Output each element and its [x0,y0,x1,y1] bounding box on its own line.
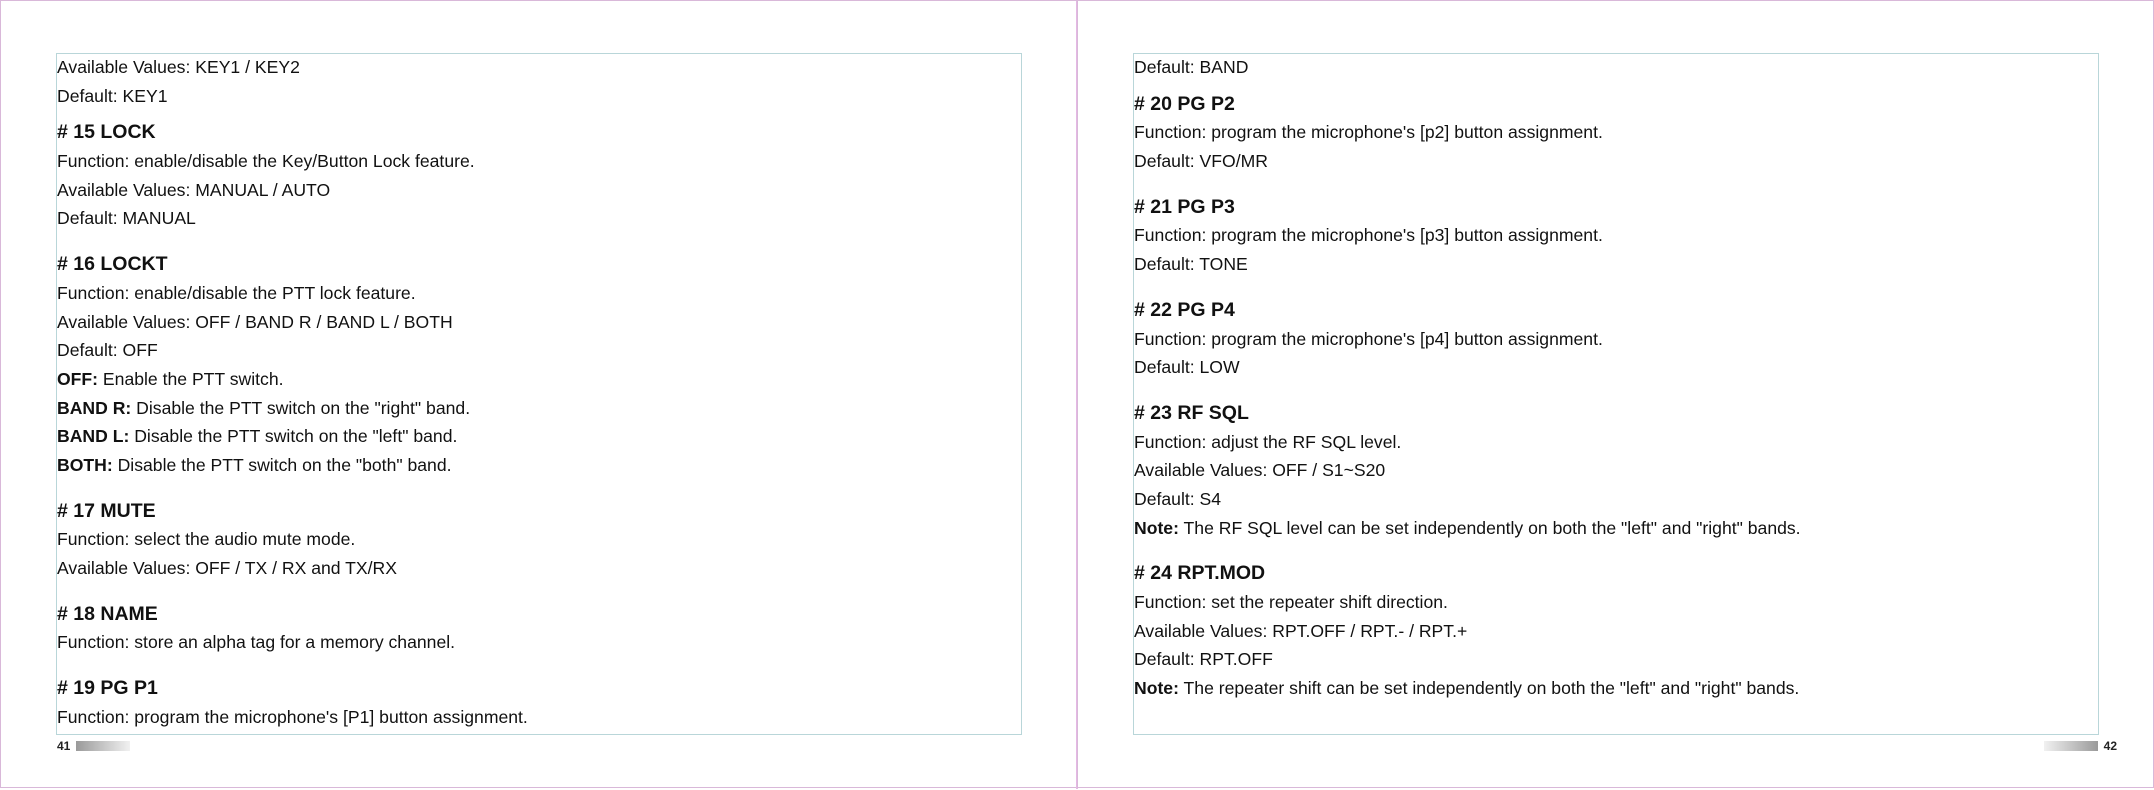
page-number-left: 41 [57,739,71,753]
section-heading-22: # 22 PG P4 [1134,298,1235,321]
section-24-line-4 [1134,674,1801,703]
section-17-line-1: Function: select the audio mute mode. [57,529,356,550]
left-page [0,0,1077,788]
section-20-line-1: Function: program the microphone's [p2] button assignment. [1134,122,1603,143]
section-heading-19: # 19 PG P1 [57,677,158,700]
section-18-line-1: Function: store an alpha tag for a memory channel. [57,632,456,653]
section-heading-23: # 23 RF SQL [1134,401,1249,424]
option-desc-band-r: Disable the PTT switch on the "right" band. [131,397,471,418]
section-16-line-3: Default: OFF [57,340,158,361]
right-page [1077,0,2154,788]
left-page-folio [57,739,130,753]
folio-gradient-bar-left [76,741,130,751]
section-heading-18: # 18 NAME [57,602,158,625]
option-label-off: OFF: [57,368,99,389]
note-label-rpt-mod: Note: [1134,678,1179,699]
section-24-line-1: Function: set the repeater shift direction. [1134,592,1448,612]
section-23-line-3: Default: S4 [1134,488,1222,509]
section-24-line-2: Available Values: RPT.OFF / RPT.- / RPT.+ [1134,620,1468,641]
option-label-both: BOTH: [57,454,113,475]
section-16-line-6 [57,422,528,451]
section-15-line-2: Available Values: MANUAL / AUTO [57,179,331,200]
right-top-line-1: Default: BAND [1134,57,1249,77]
option-desc-both: Disable the PTT switch on the "both" band. [112,454,452,475]
section-15-line-1: Function: enable/disable the Key/Button Lock feature. [57,151,475,172]
left-page-content [57,53,528,731]
section-21-line-1: Function: program the microphone's [p3] button assignment. [1134,225,1603,246]
section-23-line-2: Available Values: OFF / S1~S20 [1134,460,1386,481]
section-16-line-4 [57,365,528,394]
option-label-band-l: BAND L: [57,426,130,447]
section-21-line-2: Default: TONE [1134,254,1248,275]
section-23-line-1: Function: adjust the RF SQL level. [1134,431,1402,452]
note-text-rpt-mod: The repeater shift can be set independently on both the "left" and "right" bands. [1178,678,1800,699]
section-16-line-1: Function: enable/disable the PTT lock feature. [57,282,416,303]
section-15-line-3: Default: MANUAL [57,208,196,229]
page-number-right: 42 [2103,739,2117,753]
section-heading-24: # 24 RPT.MOD [1134,562,1266,585]
section-22-line-2: Default: LOW [1134,357,1240,378]
left-top-line-2: Default: KEY1 [57,85,168,106]
left-top-line-1: Available Values: KEY1 / KEY2 [57,57,300,77]
section-19-line-1: Function: program the microphone's [P1] button assignment. [57,706,528,727]
section-24-line-3: Default: RPT.OFF [1134,649,1273,670]
section-heading-15: # 15 LOCK [57,121,156,144]
right-page-folio [2044,739,2117,753]
section-17-line-2: Available Values: OFF / TX / RX and TX/RX [57,558,397,578]
section-heading-16: # 16 LOCKT [57,253,168,276]
option-label-band-r: BAND R: [57,397,132,418]
option-desc-band-l: Disable the PTT switch on the "left" band. [129,426,458,447]
folio-gradient-bar-right [2044,741,2098,751]
section-heading-20: # 20 PG P2 [1134,92,1235,115]
section-heading-17: # 17 MUTE [57,499,156,522]
section-heading-21: # 21 PG P3 [1134,195,1235,218]
option-desc-off: Enable the PTT switch. [98,368,284,389]
section-16-line-2: Available Values: OFF / BAND R / BAND L / BOTH [57,311,453,332]
note-text-rf-sql: The RF SQL level can be set independently on both the "left" and "right" bands. [1178,517,1801,538]
note-label-rf-sql: Note: [1134,517,1179,538]
section-16-line-5 [57,394,528,423]
right-page-content [1134,53,1801,703]
section-20-line-2: Default: VFO/MR [1134,151,1268,172]
section-22-line-1: Function: program the microphone's [p4] button assignment. [1134,328,1603,349]
section-16-line-7 [57,451,528,480]
section-23-line-4 [1134,514,1801,543]
